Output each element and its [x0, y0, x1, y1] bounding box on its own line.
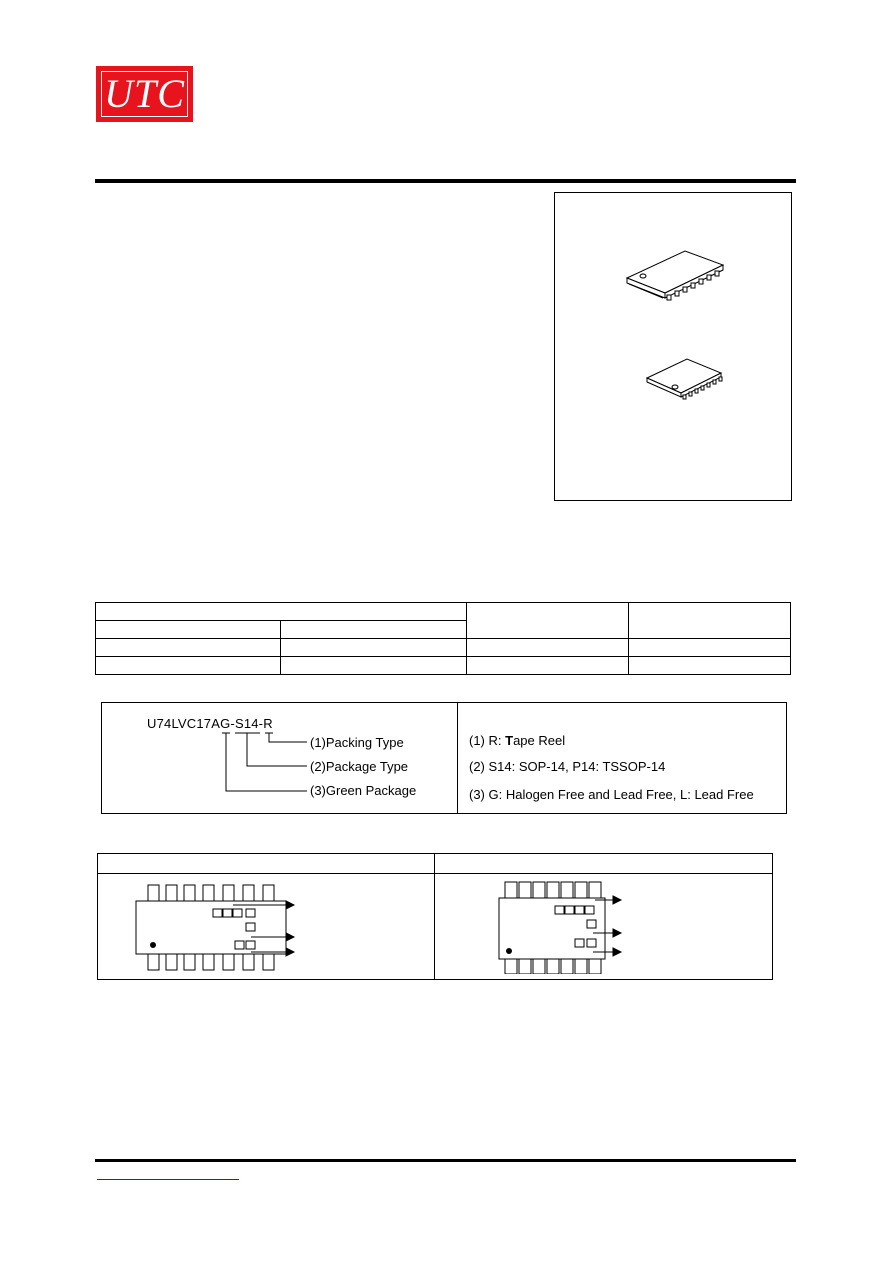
table-cell	[467, 639, 629, 657]
header-rule	[95, 179, 796, 183]
table-cell	[467, 603, 629, 639]
green-package-label: (3)Green Package	[310, 783, 417, 798]
company-logo	[96, 66, 193, 122]
part-number: U74LVC17AG-S14-R	[147, 716, 273, 731]
footer-rule	[95, 1159, 796, 1162]
packing-type-explanation	[469, 733, 565, 748]
sop14-marking-diagram	[128, 880, 338, 972]
packing-type-label: (1)Packing Type	[310, 735, 404, 750]
table-cell	[96, 657, 281, 675]
package-illustrations	[555, 193, 791, 500]
table-cell	[281, 639, 467, 657]
explanation-text: ape Reel	[513, 733, 566, 748]
table-row	[96, 603, 791, 621]
ordering-table	[95, 602, 791, 675]
table-cell	[96, 603, 467, 621]
marking-table-header	[98, 854, 772, 874]
marking-table	[97, 853, 773, 980]
package-type-explanation: (2) S14: SOP-14, P14: TSSOP-14	[469, 759, 666, 774]
table-cell	[629, 657, 791, 675]
part-number-decoder	[101, 702, 787, 814]
table-cell	[281, 621, 467, 639]
table-cell	[629, 639, 791, 657]
package-type-label: (2)Package Type	[310, 759, 409, 774]
decoder-divider	[457, 703, 458, 813]
green-package-explanation: (3) G: Halogen Free and Lead Free, L: Lead Free	[469, 787, 754, 802]
package-illustration-box	[554, 192, 792, 501]
tssop14-package-icon	[647, 359, 722, 399]
table-cell	[467, 657, 629, 675]
explanation-bold: T	[505, 733, 514, 748]
marking-table-divider	[434, 854, 435, 979]
sop14-package-icon	[627, 251, 723, 300]
table-cell	[96, 639, 281, 657]
table-cell	[629, 603, 791, 639]
explanation-text: (1) R:	[469, 733, 506, 748]
logo-text: UTC	[104, 71, 185, 116]
footer-website-link[interactable]	[97, 1170, 239, 1180]
table-cell	[281, 657, 467, 675]
table-row	[96, 639, 791, 657]
tssop14-marking-diagram	[493, 880, 643, 974]
table-row	[96, 657, 791, 675]
table-cell	[96, 621, 281, 639]
